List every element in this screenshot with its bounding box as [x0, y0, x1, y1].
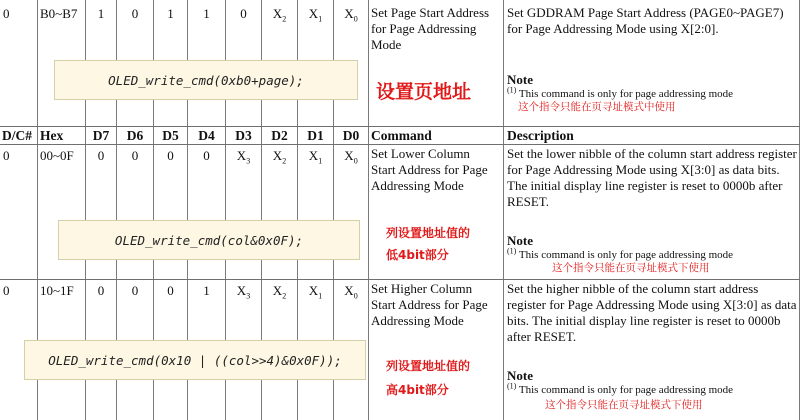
- row3-note-title: Note: [507, 368, 533, 383]
- row3-annotation-line1: 列设置地址值的: [386, 359, 471, 373]
- row1-d5: 1: [167, 6, 174, 21]
- row2-d5: 0: [167, 148, 174, 163]
- row2-note-title: Note: [507, 233, 533, 248]
- header-hex: Hex: [40, 128, 64, 143]
- header-d7: D7: [92, 128, 110, 143]
- row1-command: Set Page Start Address for Page Addressing Mode: [371, 5, 490, 52]
- row3-description: Set the higher nibble of the column start address register for Page Addressing Mode using X[3:0] as data bits. The initial display line register is reset to 0000b after RESET.: [507, 281, 797, 344]
- row1-code-snippet: OLED_write_cmd(0xb0+page);: [54, 60, 358, 100]
- row2-annotation-line2: 低4bit部分: [386, 248, 449, 262]
- row3-command: Set Higher Column Start Address for Page Addressing Mode: [371, 281, 488, 328]
- header-d5: D5: [162, 128, 179, 143]
- row2-command: Set Lower Column Start Address for Page Addressing Mode: [371, 146, 488, 193]
- row2-d3: $X_3$: [236, 148, 251, 166]
- row1-note-chinese: 这个指令只能在页寻址模式中使用: [518, 101, 676, 113]
- row2-d2: $X_2$: [272, 148, 287, 166]
- row1-d4: 1: [203, 6, 210, 21]
- row1-d2: $X_2$: [272, 6, 287, 24]
- row3-d2: $X_2$: [272, 283, 287, 301]
- row3-d3: $X_3$: [236, 283, 251, 301]
- header-d0: D0: [342, 128, 360, 143]
- row3-d1: $X_1$: [308, 283, 323, 301]
- header-description: Description: [507, 128, 574, 143]
- row-divider: [0, 279, 800, 280]
- row2-d1: $X_1$: [308, 148, 323, 166]
- row3-d5: 0: [167, 283, 174, 298]
- header-d2: D2: [271, 128, 288, 143]
- header-d1: D1: [307, 128, 324, 143]
- row3-code-snippet: OLED_write_cmd(0x10 | ((col>>4)&0x0F));: [24, 340, 366, 380]
- row1-d3: 0: [240, 6, 247, 21]
- row2-description: Set the lower nibble of the column start address register for Page Addressing Mode using X[3:0] as data bits. The initial display line register is reset to 0000b after RESET.: [507, 146, 797, 209]
- row2-hex: 00~0F: [40, 148, 74, 163]
- row3-note-text: $^{(1)}$ This command is only for page addressing mode: [507, 381, 734, 396]
- row1-hex: B0~B7: [40, 6, 78, 21]
- row2-annotation-line1: 列设置地址值的: [386, 226, 471, 240]
- row3-hex: 10~1F: [40, 283, 74, 298]
- header-command: Command: [371, 128, 432, 143]
- row2-note-chinese: 这个指令只能在页寻址模式下使用: [552, 262, 710, 274]
- col-divider: [503, 0, 504, 420]
- row-divider: [0, 126, 800, 127]
- col-divider: [368, 0, 369, 420]
- row3-d6: 0: [131, 283, 139, 298]
- row2-d4: 0: [203, 148, 210, 163]
- header-d3: D3: [235, 128, 252, 143]
- row-divider: [0, 144, 800, 145]
- row1-d7: 1: [97, 6, 105, 21]
- row1-note-text: $^{(1)}$ This command is only for page addressing mode: [507, 85, 734, 100]
- row1-dc: 0: [3, 6, 10, 21]
- row3-annotation-line2: 高4bit部分: [386, 383, 449, 397]
- row2-dc: 0: [3, 148, 10, 163]
- row1-d0: $X_0$: [344, 6, 358, 24]
- header-d4: D4: [198, 128, 215, 143]
- row2-note-text: $^{(1)}$ This command is only for page addressing mode: [507, 246, 734, 261]
- row1-note-title: Note: [507, 72, 533, 87]
- row2-d0: $X_0$: [344, 148, 358, 166]
- row3-dc: 0: [3, 283, 10, 298]
- row2-d7: 0: [97, 148, 105, 163]
- header-dc: D/C#: [2, 128, 32, 143]
- row3-note-chinese: 这个指令只能在页寻址模式下使用: [545, 399, 703, 411]
- row1-annotation: 设置页地址: [376, 81, 472, 103]
- row3-d4: 1: [203, 283, 210, 298]
- row1-d1: $X_1$: [308, 6, 323, 24]
- row2-d6: 0: [131, 148, 139, 163]
- row1-description: Set GDDRAM Page Start Address (PAGE0~PAGE7) for Page Addressing Mode using X[2:0].: [507, 5, 784, 36]
- row1-d6: 0: [131, 6, 139, 21]
- header-d6: D6: [126, 128, 144, 143]
- row3-d7: 0: [97, 283, 105, 298]
- row3-d0: $X_0$: [344, 283, 358, 301]
- row2-code-snippet: OLED_write_cmd(col&0x0F);: [58, 220, 360, 260]
